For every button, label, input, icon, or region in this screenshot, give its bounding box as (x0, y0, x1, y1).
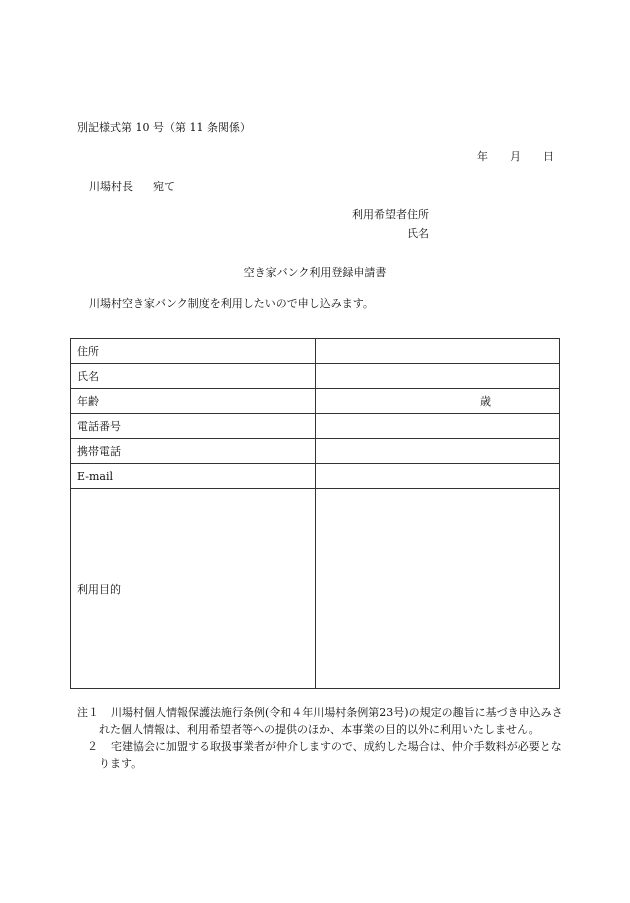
table-row (71, 489, 560, 689)
table-row (71, 464, 560, 489)
application-form-table (70, 338, 560, 689)
mobile-label: 携帯電話 (71, 439, 316, 464)
addressee-name: 川場村長 (89, 180, 133, 193)
age-label: 年齢 (71, 389, 316, 414)
form-reference: 別記様式第 10 号（第 11 条関係） (77, 121, 251, 134)
applicant-address-label: 住所 (407, 208, 429, 221)
email-label: E-mail (71, 464, 316, 489)
table-row (71, 339, 560, 364)
table-row (71, 439, 560, 464)
date-line (477, 148, 554, 164)
purpose-label: 利用目的 (71, 489, 316, 689)
name-field[interactable] (316, 364, 560, 389)
age-field[interactable]: 歳 (316, 389, 560, 414)
note-prefix: 注１ (77, 706, 99, 719)
name-label: 氏名 (71, 364, 316, 389)
applicant-name-label: 氏名 (407, 227, 429, 240)
intro-text: 川場村空き家バンク制度を利用したいので申し込みます。 (89, 297, 374, 310)
date-day-label: 日 (543, 150, 554, 163)
note-number: ２ (87, 740, 98, 753)
applicant-block (352, 206, 429, 241)
table-row (71, 389, 560, 414)
note-item (77, 738, 563, 772)
date-year-label: 年 (477, 150, 488, 163)
phone-field[interactable] (316, 414, 560, 439)
purpose-field[interactable] (316, 489, 560, 689)
address-field[interactable] (316, 339, 560, 364)
table-row (71, 364, 560, 389)
email-field[interactable] (316, 464, 560, 489)
note-item (77, 704, 563, 738)
date-month-label: 月 (510, 150, 521, 163)
address-label: 住所 (71, 339, 316, 364)
addressee (89, 178, 175, 194)
phone-label: 電話番号 (71, 414, 316, 439)
notes-section (77, 704, 563, 772)
note-text: 宅建協会に加盟する取扱事業者が仲介しますので、成約した場合は、仲介手数料が必要となります。 (99, 740, 562, 770)
document-title: 空き家バンク利用登録申請書 (243, 266, 387, 279)
addressee-suffix: 宛て (153, 180, 175, 193)
table-row (71, 414, 560, 439)
applicant-label: 利用希望者 (352, 208, 407, 221)
mobile-field[interactable] (316, 439, 560, 464)
note-text: 川場村個人情報保護法施行条例(令和４年川場村条例第23号)の規定の趣旨に基づき申込みされた個人情報は、利用希望者等への提供のほか、本事業の目的以外に利用いたしません。 (99, 706, 563, 736)
